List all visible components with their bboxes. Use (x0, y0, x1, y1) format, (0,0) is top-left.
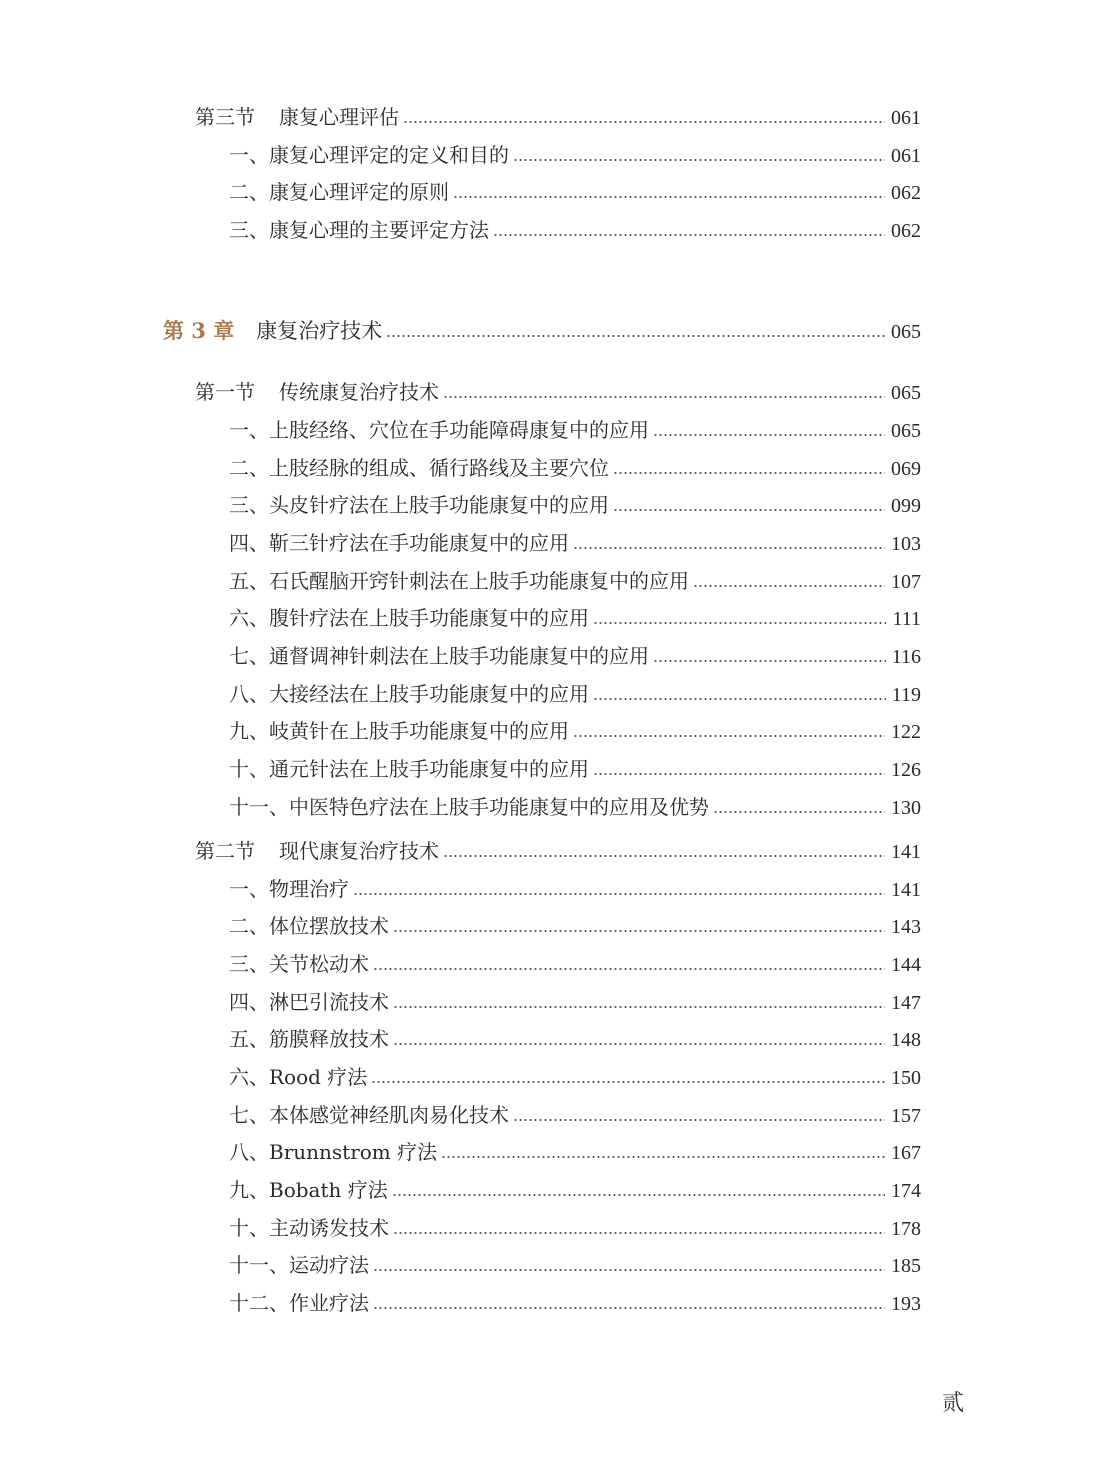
dot-leader (393, 930, 885, 932)
toc-entry-label (229, 1139, 437, 1165)
toc-item-entry[interactable] (0, 1177, 1094, 1204)
toc-page-number: 178 (891, 1218, 921, 1240)
toc-entry-label (229, 417, 649, 443)
toc-page-number: 119 (891, 684, 921, 706)
toc-entry-label (229, 1177, 388, 1203)
toc-item-entry[interactable] (0, 1215, 1094, 1242)
toc-page-number: 193 (891, 1293, 921, 1315)
dot-leader (371, 1081, 885, 1083)
toc-entry-title: 四、靳三针疗法在手功能康复中的应用 (229, 531, 569, 555)
dot-leader (373, 1269, 885, 1271)
dot-leader (386, 335, 885, 337)
dot-leader (373, 1307, 885, 1309)
toc-entry-label (229, 913, 389, 939)
toc-entry-label (229, 179, 449, 205)
toc-entry-title: 七、本体感觉神经肌肉易化技术 (229, 1103, 509, 1127)
toc-entry-title: 十、主动诱发技术 (229, 1216, 389, 1240)
toc-entry-title: 八、Brunnstrom 疗法 (229, 1140, 438, 1164)
toc-page-number: 111 (892, 608, 921, 630)
toc-item-entry[interactable] (0, 1252, 1094, 1279)
toc-page-number: 150 (891, 1067, 921, 1089)
toc-item-entry[interactable] (0, 681, 1094, 708)
toc-entry-label (195, 104, 399, 130)
toc-item-entry[interactable] (0, 989, 1094, 1016)
toc-entry-label (195, 379, 439, 405)
toc-page-number: 157 (891, 1105, 921, 1127)
toc-entry-label (229, 643, 649, 669)
toc-chapter-entry[interactable] (0, 318, 1094, 345)
toc-entry-label (229, 876, 349, 902)
toc-page-number: 061 (891, 145, 921, 167)
page-number-mark: 贰 (942, 1391, 965, 1416)
toc-entry-label (229, 1026, 389, 1052)
toc-page-number: 107 (891, 571, 921, 593)
dot-leader (513, 159, 885, 161)
toc-entry-label (229, 718, 569, 744)
toc-page-number: 141 (891, 879, 921, 901)
toc-entry-title: 二、上肢经脉的组成、循行路线及主要穴位 (229, 456, 609, 480)
toc-item-entry[interactable] (0, 1064, 1094, 1091)
toc-page-number: 062 (891, 220, 921, 242)
toc-page-number: 062 (891, 182, 921, 204)
toc-page-number: 126 (891, 759, 921, 781)
toc-page-number: 103 (891, 533, 921, 555)
toc-entry-label (229, 142, 509, 168)
toc-entry-title: 康复治疗技术 (256, 319, 383, 343)
dot-leader (593, 622, 886, 624)
toc-entry-title: 一、康复心理评定的定义和目的 (229, 143, 509, 167)
toc-page-number: 061 (891, 107, 921, 129)
toc-entry-label (229, 530, 569, 556)
toc-item-entry[interactable] (0, 568, 1094, 595)
toc-entry-title: 十、通元针法在上肢手功能康复中的应用 (229, 757, 589, 781)
toc-item-entry[interactable] (0, 951, 1094, 978)
toc-page-number: 147 (891, 992, 921, 1014)
toc-entry-title: 九、岐黄针在上肢手功能康复中的应用 (229, 719, 569, 743)
toc-item-entry[interactable] (0, 1290, 1094, 1317)
dot-leader (573, 735, 885, 737)
toc-entry-title: 十二、作业疗法 (229, 1291, 369, 1315)
toc-page-number: 122 (891, 721, 921, 743)
dot-leader (393, 1043, 885, 1045)
toc-entry-title: 一、上肢经络、穴位在手功能障碍康复中的应用 (229, 418, 649, 442)
toc-item-entry[interactable] (0, 217, 1094, 244)
dot-leader (513, 1119, 885, 1121)
toc-page-number: 065 (891, 321, 921, 343)
toc-page-number: 130 (891, 797, 921, 819)
toc-page-number: 174 (891, 1180, 921, 1202)
toc-entry-label (229, 794, 709, 820)
dot-leader (593, 773, 885, 775)
dot-leader (573, 547, 885, 549)
toc-entry-title: 康复心理评估 (279, 105, 399, 129)
toc-page-number: 069 (891, 458, 921, 480)
toc-item-entry[interactable] (0, 142, 1094, 169)
toc-item-entry[interactable] (0, 530, 1094, 557)
dot-leader (613, 509, 885, 511)
toc-entry-label (229, 1102, 509, 1128)
toc-entry-label (229, 1215, 389, 1241)
toc-page-number: 116 (891, 646, 921, 668)
toc-entry-title: 二、体位摆放技术 (229, 914, 389, 938)
toc-entry-label (229, 1290, 369, 1316)
toc-entry-title: 三、康复心理的主要评定方法 (229, 218, 489, 242)
toc-entry-title: 二、康复心理评定的原则 (229, 180, 449, 204)
toc-entry-label (229, 1064, 367, 1090)
section-number: 第一节 (195, 380, 255, 404)
toc-page-number: 099 (891, 495, 921, 517)
toc-item-entry[interactable] (0, 455, 1094, 482)
chapter-number: 第 3 章 (163, 318, 235, 343)
toc-entry-label (163, 318, 382, 344)
toc-entry-title: 一、物理治疗 (229, 877, 349, 901)
toc-entry-title: 七、通督调神针刺法在上肢手功能康复中的应用 (229, 644, 649, 668)
toc-page-number: 148 (891, 1029, 921, 1051)
toc-entry-title: 传统康复治疗技术 (279, 380, 439, 404)
dot-leader (403, 121, 885, 123)
toc-item-entry[interactable] (0, 605, 1094, 632)
dot-leader (443, 396, 885, 398)
toc-page-number: 185 (891, 1255, 921, 1277)
toc-item-entry[interactable] (0, 179, 1094, 206)
section-number: 第二节 (195, 839, 255, 863)
toc-entry-title: 十一、运动疗法 (229, 1253, 369, 1277)
dot-leader (392, 1194, 885, 1196)
toc-item-entry[interactable] (0, 492, 1094, 519)
toc-entry-label (229, 951, 369, 977)
toc-entry-label (229, 1252, 369, 1278)
toc-page-number: 141 (891, 841, 921, 863)
toc-item-entry[interactable] (0, 756, 1094, 783)
toc-entry-label (229, 989, 389, 1015)
dot-leader (393, 1006, 885, 1008)
toc-page-number: 167 (891, 1142, 921, 1164)
toc-page-number: 065 (891, 382, 921, 404)
toc-item-entry[interactable] (0, 794, 1094, 821)
toc-page-number: 144 (891, 954, 921, 976)
dot-leader (353, 893, 885, 895)
toc-page-number: 143 (891, 916, 921, 938)
dot-leader (613, 472, 885, 474)
toc-entry-title: 三、关节松动术 (229, 952, 369, 976)
toc-section-entry[interactable] (0, 379, 1094, 406)
toc-section-entry[interactable] (0, 838, 1094, 865)
toc-item-entry[interactable] (0, 718, 1094, 745)
toc-entry-label (229, 492, 609, 518)
toc-item-entry[interactable] (0, 643, 1094, 670)
toc-item-entry[interactable] (0, 417, 1094, 444)
dot-leader (443, 855, 885, 857)
dot-leader (693, 585, 885, 587)
toc-item-entry[interactable] (0, 913, 1094, 940)
toc-entry-title: 十一、中医特色疗法在上肢手功能康复中的应用及优势 (229, 795, 709, 819)
toc-item-entry[interactable] (0, 1026, 1094, 1053)
section-number: 第三节 (195, 105, 255, 129)
toc-entry-title: 九、Bobath 疗法 (229, 1178, 388, 1202)
dot-leader (653, 660, 886, 662)
dot-leader (653, 434, 885, 436)
toc-item-entry[interactable] (0, 876, 1094, 903)
toc-entry-title: 现代康复治疗技术 (279, 839, 439, 863)
dot-leader (593, 698, 886, 700)
toc-entry-label (229, 756, 589, 782)
dot-leader (393, 1232, 885, 1234)
toc-entry-title: 四、淋巴引流技术 (229, 990, 389, 1014)
toc-item-entry[interactable] (0, 1102, 1094, 1129)
dot-leader (713, 811, 885, 813)
dot-leader (493, 234, 885, 236)
toc-entry-label (229, 217, 489, 243)
toc-entry-title: 五、筋膜释放技术 (229, 1027, 389, 1051)
toc-entry-label (195, 838, 439, 864)
toc-page-number: 065 (891, 420, 921, 442)
toc-entry-label (229, 455, 609, 481)
toc-entry-title: 五、石氏醒脑开窍针刺法在上肢手功能康复中的应用 (229, 569, 689, 593)
toc-entry-title: 六、腹针疗法在上肢手功能康复中的应用 (229, 606, 589, 630)
dot-leader (453, 196, 885, 198)
toc-entry-label (229, 568, 689, 594)
toc-item-entry[interactable] (0, 1139, 1094, 1166)
dot-leader (373, 968, 885, 970)
toc-entry-title: 八、大接经法在上肢手功能康复中的应用 (229, 682, 589, 706)
toc-entry-title: 六、Rood 疗法 (229, 1065, 368, 1089)
dot-leader (441, 1156, 885, 1158)
toc-section-entry[interactable] (0, 104, 1094, 131)
toc-entry-label (229, 681, 589, 707)
toc-entry-title: 三、头皮针疗法在上肢手功能康复中的应用 (229, 493, 609, 517)
toc-entry-label (229, 605, 589, 631)
